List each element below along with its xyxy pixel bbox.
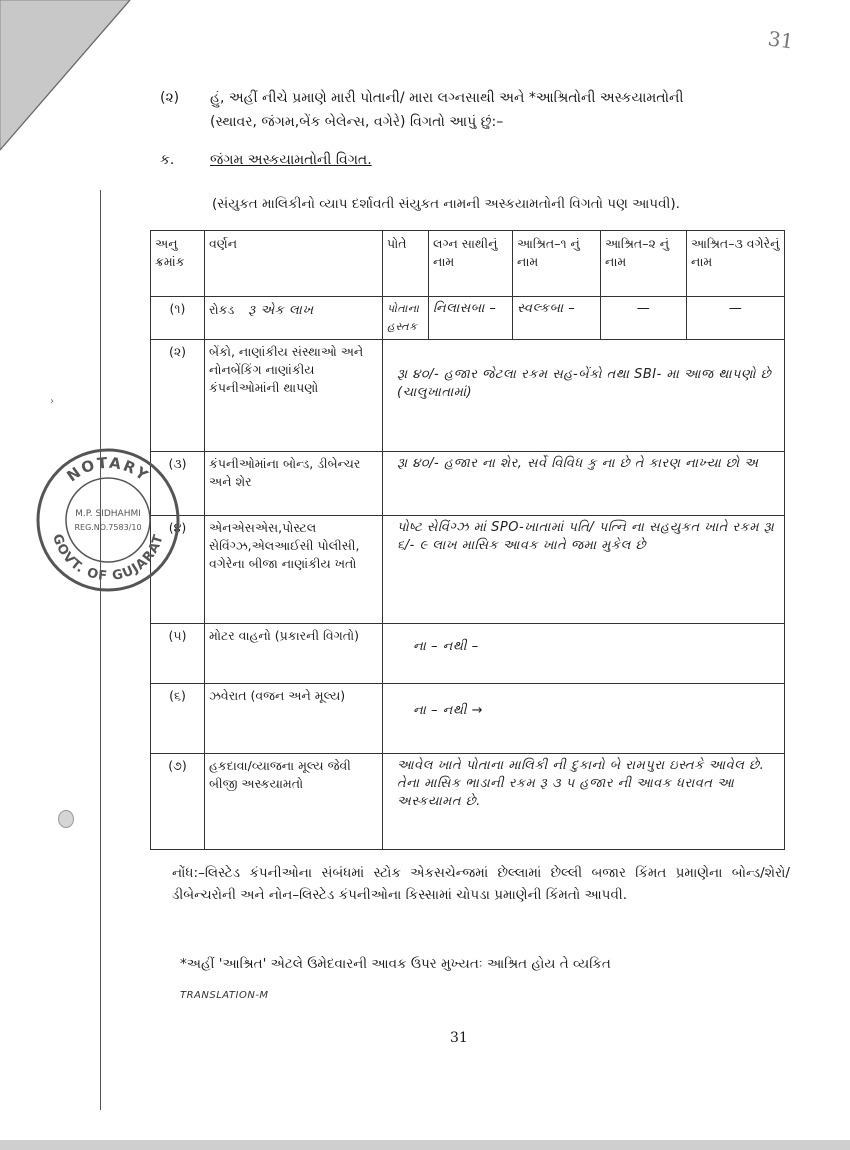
intro-marker: (૨) <box>160 90 180 106</box>
scan-bottom-edge <box>0 1140 850 1150</box>
row-description-label: રોકડ <box>209 302 235 317</box>
row-description <box>205 297 383 340</box>
row-serial: (૬) <box>151 684 205 754</box>
assets-table <box>150 230 785 850</box>
section-title: જંગમ અસ્કયામતોની વિગત. <box>210 152 372 168</box>
row-dep1: સ્વલ્કબા – <box>513 297 601 340</box>
instruction-text: (સંયુકત માલિકીનો વ્યાપ દર્શાવતી સંયુકત નામની અસ્કયામતોની વિગતો પણ આપવી). <box>212 196 680 212</box>
row-serial: (૪) <box>151 516 205 624</box>
stamp-reg: REG.NO.7583/10 <box>74 523 142 532</box>
section-marker: ક. <box>160 152 175 168</box>
stamp-name: M.P. SIDHAHMI <box>75 509 141 519</box>
handwritten-entry: ના – નથી – <box>383 624 785 684</box>
header-spouse: લગ્ન સાથીનું નામ <box>429 231 513 297</box>
handwritten-entry: આવેલ ખાતે પોતાના માલિકી ની દુકાનો બે રામપુરા ઇસ્તકે આવેલ છે. તેના માસિક ભાડાની રકમ રૂ ૩ ૫ હજાર ની આવક ધરાવત આ અસ્કયામત છે. <box>383 754 785 850</box>
handwritten-entry: ના – નથી → <box>383 684 785 754</box>
row-description: કંપનીઓમાંના બોન્ડ, ડીબેન્ચર અને શેર <box>205 452 383 516</box>
table-row <box>151 297 785 340</box>
stamp-bottom-text: GOVT. OF GUJARAT <box>49 532 167 585</box>
row-description: હકદાવા/વ્યાજના મૂલ્ય જેવી બીજી અસ્કયામતો <box>205 754 383 850</box>
intro-line-1: હું, અહીં નીચે પ્રમાણે મારી પોતાની/ મારા લગ્નસાથી અને *આશ્રિતોની અસ્કયામતોની <box>210 90 684 106</box>
header-self: પોતે <box>383 231 429 297</box>
corner-page-number: 31 <box>766 26 795 54</box>
notary-stamp <box>34 446 182 594</box>
table-row <box>151 754 785 850</box>
row-dep2: — <box>601 297 687 340</box>
table-row <box>151 516 785 624</box>
row-self: પોતાના હસ્તક <box>383 297 429 340</box>
row-description: એનએસએસ,પોસ્ટલ સેવિંગ્ઝ,એલઆઈસી પોલીસી, વગેરેના બીજા નાણાંકીય ખતો <box>205 516 383 624</box>
handwritten-entry: પોષ્ટ સેવિંગ્ઝ માં SPO-ખાતામાં પતિ/ પત્નિ ના સહયુકત ખાતે રકમ રૂા ૬/- ૯ લાખ માસિક આવક ખાતે જમા મુકેલ છે <box>383 516 785 624</box>
handwritten-entry: રૂા ૪૦/- હજાર જેટલા રકમ સહ-બેંકો તથા SBI- મા આજ થાપણો છે (ચાલુખાતામાં) <box>383 340 785 452</box>
row-serial: (૨) <box>151 340 205 452</box>
note-paragraph: નોંધ:–લિસ્ટેડ કંપનીઓના સંબંધમાં સ્ટોક એકસચેન્જમાં છેલ્લામાં છેલ્લી બજાર કિંમત પ્રમાણેના બોન્ડ/શેરો/ડીબેન્ચરોની અને નોન–લિસ્ટેડ કંપનીઓના કિસ્સામાં ચોપડા પ્રમાણેની કિંમતો આપવી. <box>172 865 790 903</box>
header-dep3: આશ્રિત–૩ વગેરેનું નામ <box>687 231 785 297</box>
row-serial: (૧) <box>151 297 205 340</box>
margin-mark: › <box>50 396 54 407</box>
page-number: 31 <box>450 1030 468 1046</box>
intro-line-2: (સ્થાવર, જંગમ,બેંક બેલેન્સ, વગેરે) વિગતો આપું છું:– <box>210 114 504 130</box>
row-spouse: નિલાસબા – <box>429 297 513 340</box>
row-description: મોટર વાહનો (પ્રકારની વિગતો) <box>205 624 383 684</box>
handwritten-entry: રૂા ૪૦/- હજાર ના શેર, સર્વે વિવિધ કુ ના છે તે કારણ નાખ્યા છો અ <box>383 452 785 516</box>
row-dep3: — <box>687 297 785 340</box>
header-dep1: આશ્રિત–૧ નું નામ <box>513 231 601 297</box>
row-serial: (૭) <box>151 754 205 850</box>
header-serial: અનુ ક્રમાંક <box>151 231 205 297</box>
handwritten-entry: રૂ એક લાખ <box>248 303 314 318</box>
margin-line <box>100 190 101 1110</box>
row-description: ઝવેરાત (વજન અને મૂલ્ય) <box>205 684 383 754</box>
punch-hole <box>58 810 74 828</box>
table-row <box>151 684 785 754</box>
row-serial: (૫) <box>151 624 205 684</box>
page-fold-shadow <box>0 0 180 200</box>
header-dep2: આશ્રિત–૨ નું નામ <box>601 231 687 297</box>
footnote: *અહીં 'આશ્રિત' એટલે ઉમેદવારની આવક ઉપર મુખ્યતઃ આશ્રિત હોય તે વ્યકિત <box>180 956 611 972</box>
table-row <box>151 624 785 684</box>
row-serial: (૩) <box>151 452 205 516</box>
table-row <box>151 452 785 516</box>
translation-mark: TRANSLATION-M <box>180 990 269 1001</box>
header-description: વર્ણન <box>205 231 383 297</box>
row-description: બેંકો, નાણાંકીય સંસ્થાઓ અને નોનબેંકિંગ નાણાંકીય કંપનીઓમાંની થાપણો <box>205 340 383 452</box>
table-header-row <box>151 231 785 297</box>
table-row <box>151 340 785 452</box>
stamp-top-text: NOTARY <box>63 453 153 486</box>
